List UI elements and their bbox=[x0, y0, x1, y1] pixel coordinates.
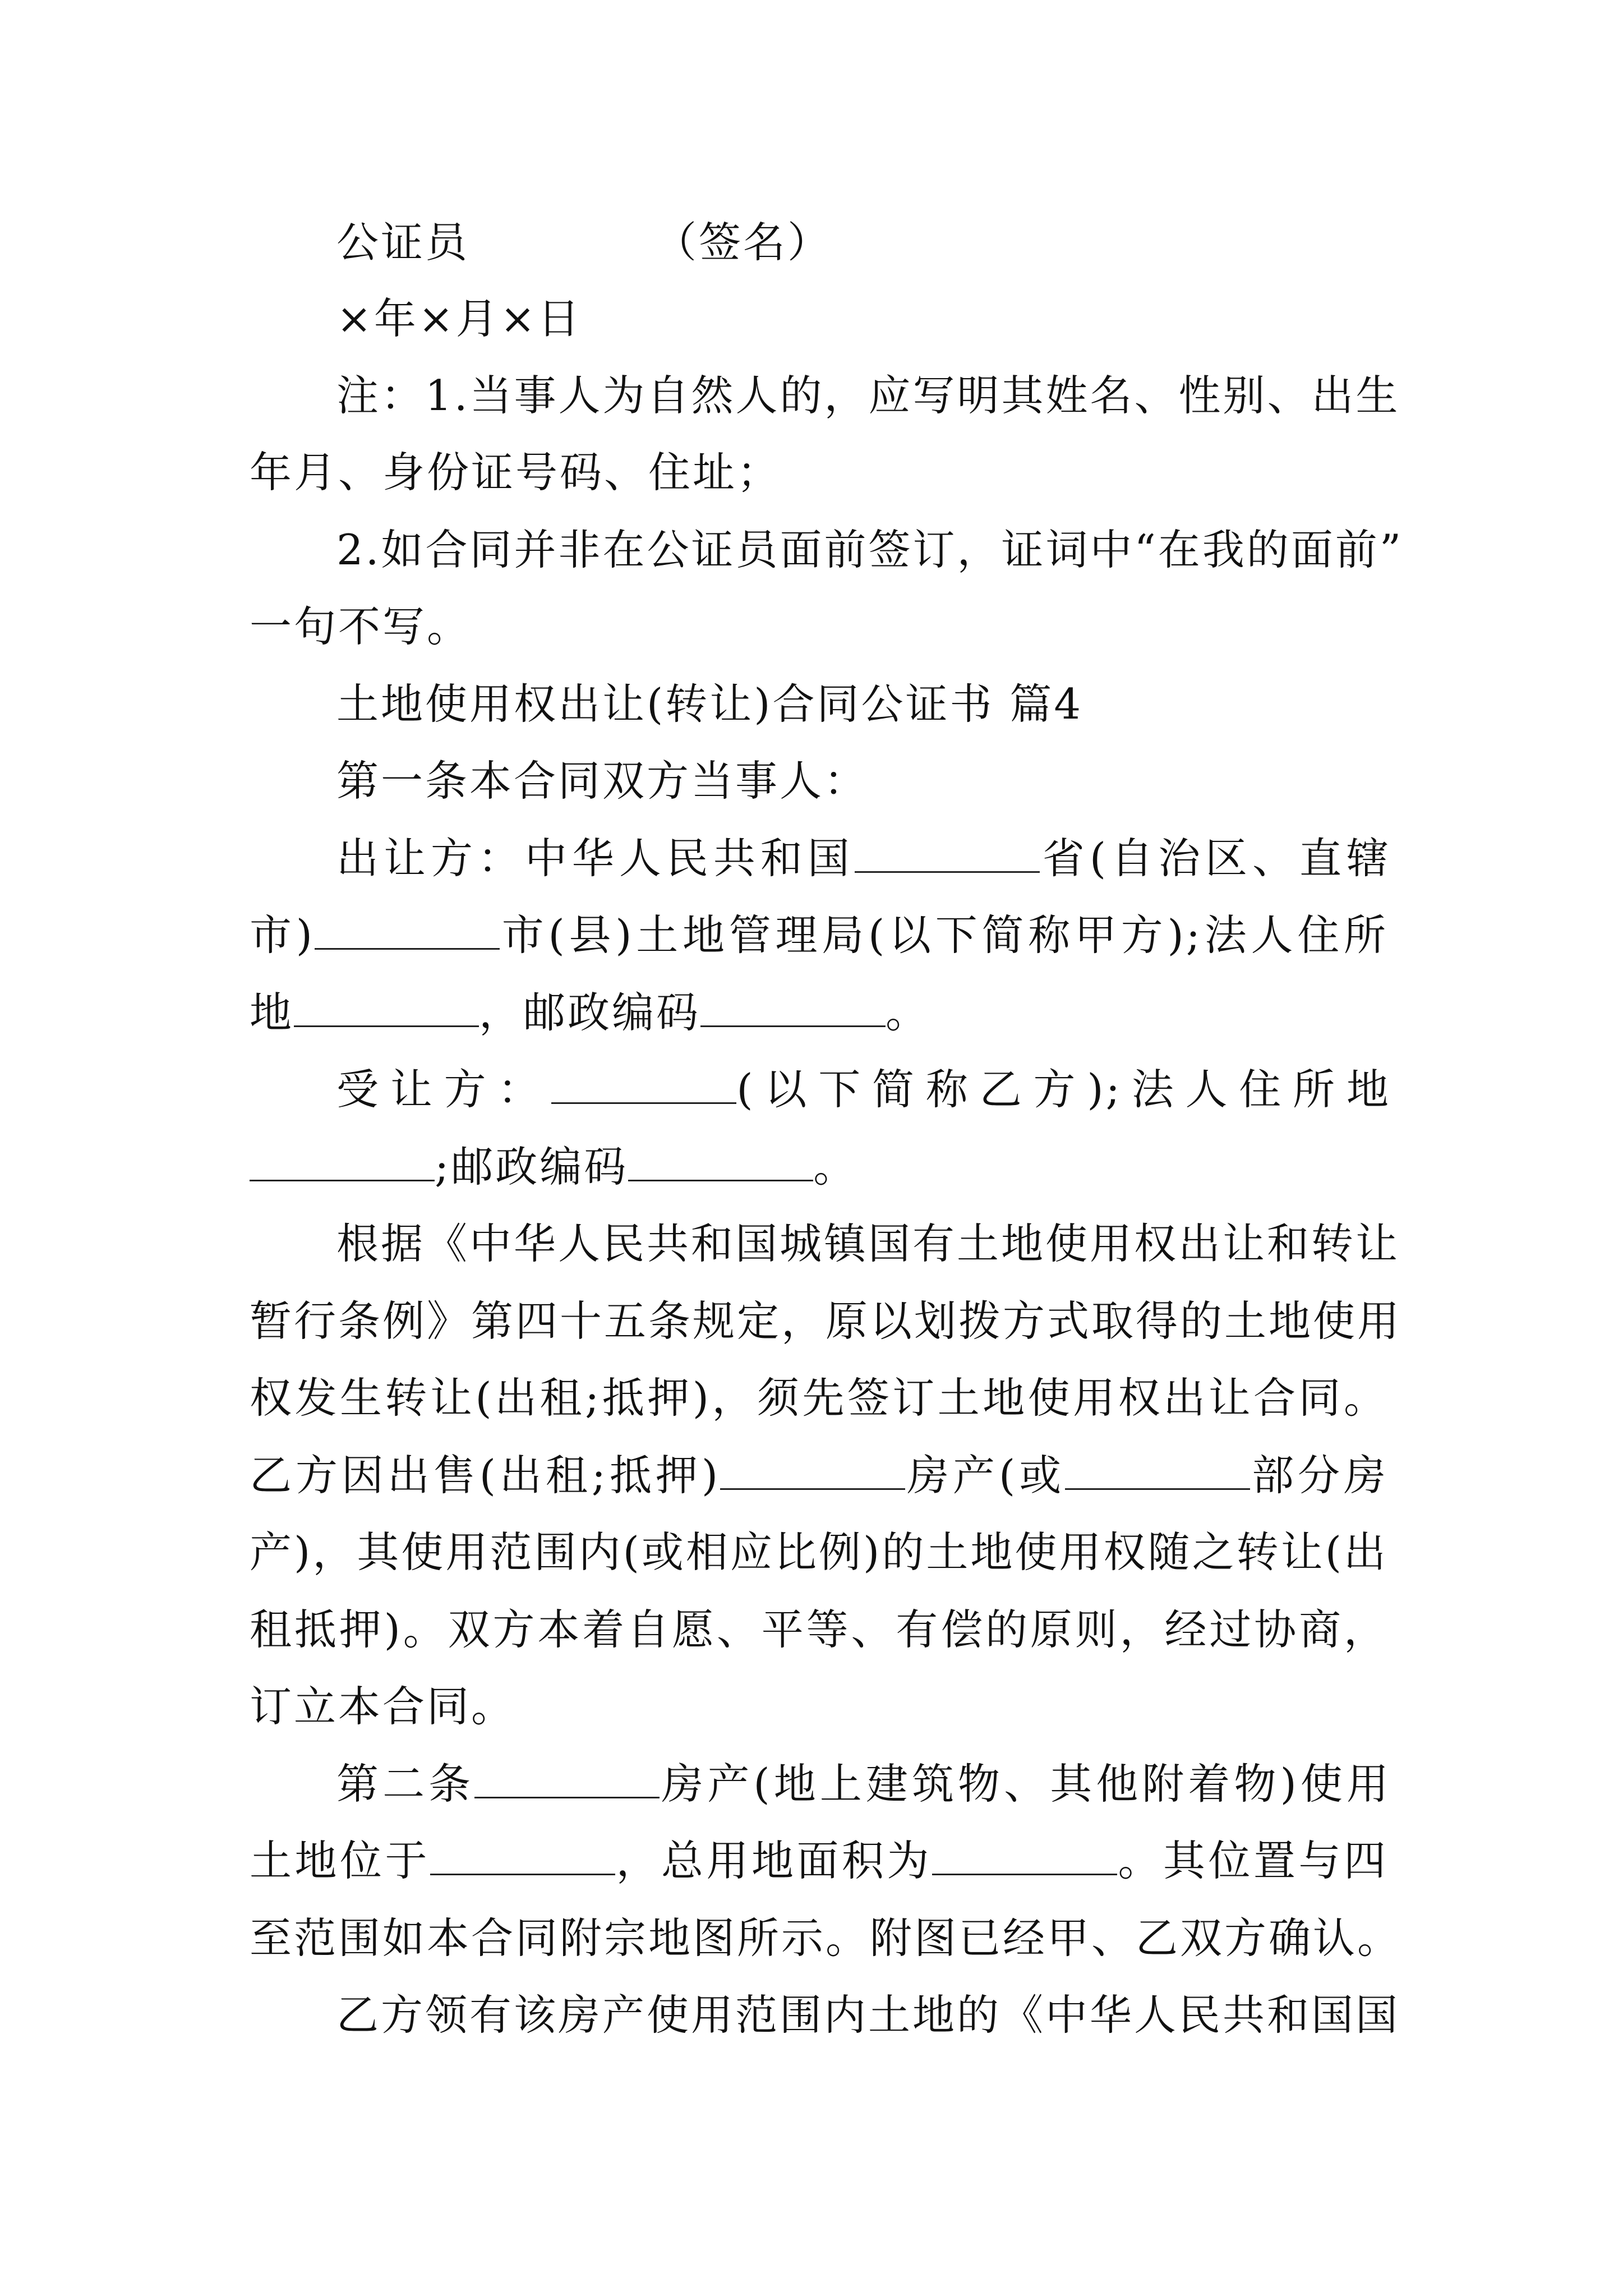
period: 。 bbox=[813, 1142, 858, 1191]
transferee-text: (以下简称乙方);法人住所地 bbox=[736, 1065, 1391, 1114]
section-title: 土地使用权出让(转让)合同公证书 篇4 bbox=[336, 679, 1083, 729]
address-blank bbox=[294, 991, 479, 1027]
article-2-line-4: 乙方领有该房产使用范围内土地的《中华人民共和国国 bbox=[336, 1990, 1400, 2040]
partial-property-blank bbox=[1065, 1453, 1250, 1490]
province-suffix: 省(自治区、直辖 bbox=[1039, 834, 1391, 883]
note-2-line-2: 一句不写。 bbox=[250, 602, 472, 651]
notary-signature-line bbox=[336, 214, 1391, 270]
note-1-line-2: 年月、身份证号码、住址； bbox=[250, 448, 782, 497]
basis-line-7: 订立本合同。 bbox=[250, 1682, 516, 1731]
transferee-line-2 bbox=[250, 1139, 1388, 1195]
transferee-postcode-label: ;邮政编码 bbox=[435, 1142, 629, 1191]
position-text: 。其位置与四 bbox=[1117, 1836, 1388, 1885]
transferor-label: 出让方：中华人民共和国 bbox=[336, 834, 855, 883]
article-2-property-blank bbox=[474, 1762, 660, 1798]
article-2-label: 第二条 bbox=[336, 1759, 475, 1809]
basis-line-6: 租抵押)。双方本着自愿、平等、有偿的原则，经过协商， bbox=[250, 1605, 1388, 1654]
article-2-text: 房产(地上建筑物、其他附着物)使用 bbox=[660, 1759, 1391, 1809]
area-label: ，总用地面积为 bbox=[615, 1836, 932, 1885]
partial-property-text: 部分房 bbox=[1250, 1451, 1388, 1500]
transferor-line-3 bbox=[250, 984, 1388, 1041]
basis-line-2: 暂行条例》第四十五条规定，原以划拨方式取得的土地使用 bbox=[250, 1296, 1402, 1346]
notary-label: 公证员 bbox=[336, 218, 470, 267]
province-blank bbox=[855, 836, 1040, 873]
sale-text: 乙方因出售(出租;抵押) bbox=[250, 1451, 721, 1500]
article-1-title: 第一条本合同双方当事人： bbox=[336, 756, 869, 806]
basis-line-1: 根据《中华人民共和国城镇国有土地使用权出让和转让 bbox=[336, 1219, 1400, 1268]
basis-line-3: 权发生转让(出租;抵押)，须先签订土地使用权出让合同。 bbox=[250, 1373, 1388, 1423]
transferee-postcode-blank bbox=[628, 1145, 813, 1181]
postcode-label: ，邮政编码 bbox=[479, 988, 701, 1037]
note-2-line-1: 2.如合同并非在公证员面前签订，证词中“在我的面前” bbox=[336, 525, 1404, 574]
city-prefix: 市) bbox=[250, 910, 315, 960]
basis-line-5: 产)，其使用范围内(或相应比例)的土地使用权随之转让(出 bbox=[250, 1527, 1388, 1577]
land-location-label: 土地位于 bbox=[250, 1836, 430, 1885]
transferee-line-1 bbox=[336, 1061, 1391, 1117]
article-2-line-1 bbox=[336, 1756, 1391, 1812]
transferee-label: 受让方： bbox=[336, 1065, 552, 1114]
land-bureau-text: 市(县)土地管理局(以下简称甲方);法人住所 bbox=[500, 910, 1389, 960]
land-location-blank bbox=[430, 1839, 615, 1875]
date-line: ×年×月×日 bbox=[336, 294, 582, 343]
transferor-line-1 bbox=[336, 830, 1391, 886]
address-prefix: 地 bbox=[250, 988, 294, 1037]
article-2-line-3: 至范围如本合同附宗地图所示。附图已经甲、乙双方确认。 bbox=[250, 1913, 1402, 1963]
transferee-blank bbox=[551, 1068, 736, 1104]
note-1-line-1: 注：1.当事人为自然人的，应写明其姓名、性别、出生 bbox=[336, 371, 1400, 420]
period: 。 bbox=[886, 988, 930, 1037]
area-blank bbox=[932, 1839, 1117, 1875]
basis-line-4 bbox=[250, 1447, 1388, 1503]
article-2-line-2 bbox=[250, 1833, 1388, 1889]
postcode-blank bbox=[700, 991, 886, 1027]
property-or-text: 房产(或 bbox=[905, 1451, 1066, 1500]
city-blank bbox=[315, 913, 500, 950]
property-blank bbox=[720, 1453, 905, 1490]
transferor-line-2 bbox=[250, 907, 1388, 963]
signature-label: （签名） bbox=[654, 218, 832, 267]
transferee-address-blank bbox=[250, 1145, 435, 1181]
